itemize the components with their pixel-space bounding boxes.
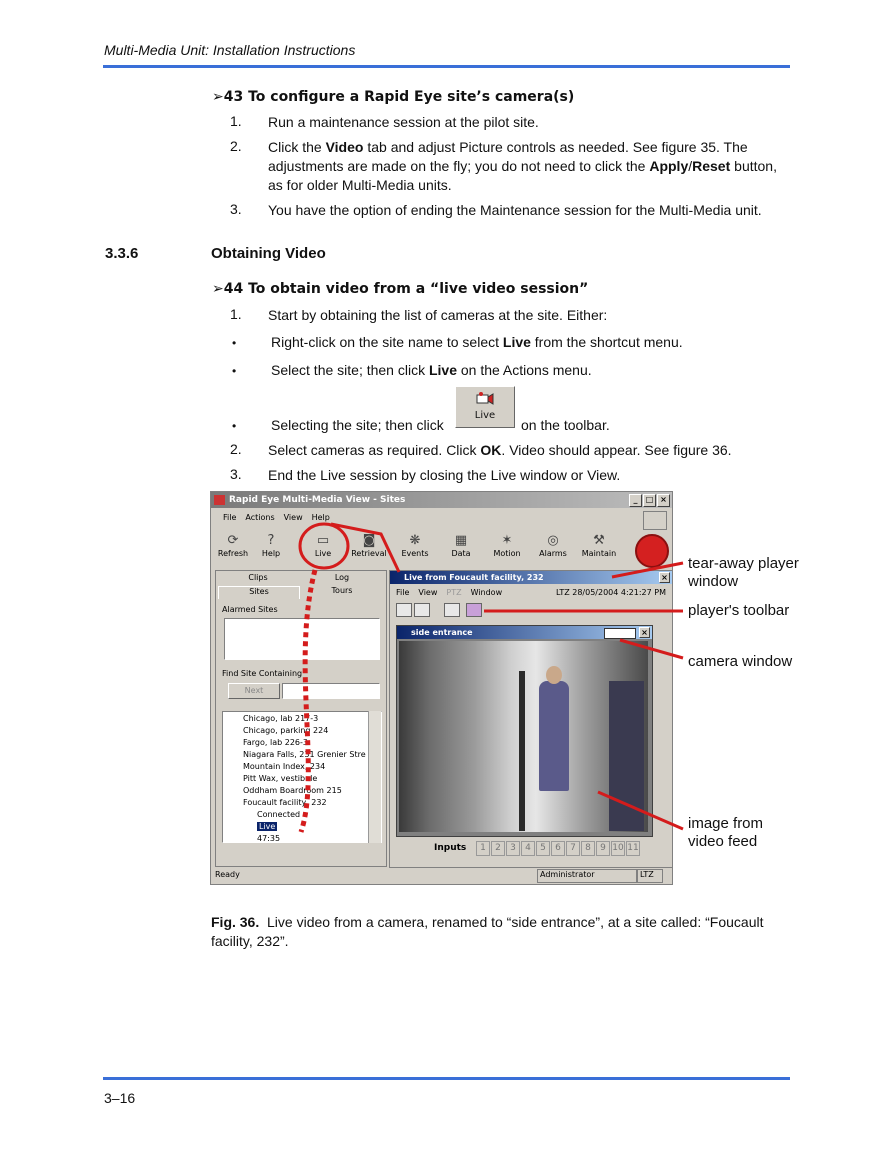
toolbar-label: Refresh: [217, 549, 249, 558]
callout-line: image from: [688, 815, 764, 832]
toolbar-label: Motion: [493, 549, 521, 558]
toolbar-label: Help: [261, 549, 281, 558]
procedure-43-heading: ➢43 To configure a Rapid Eye site’s camera(s): [212, 89, 575, 105]
caption-text: Live video from a camera, renamed to “side entrance”, at a site called: “Foucault facility, 232”.: [211, 914, 764, 949]
toolbar-label: Alarms: [539, 549, 567, 558]
step-number: 2.: [230, 138, 242, 154]
retrieval-icon: ◙: [362, 533, 376, 548]
figure-caption: [211, 913, 776, 951]
text-run: button, as for older Multi-Media units.: [268, 158, 777, 193]
callout-tear-away: [688, 555, 799, 591]
menu-view[interactable]: View: [418, 588, 438, 597]
callout-player-toolbar: player's toolbar: [688, 602, 790, 619]
input-button[interactable]: 10: [611, 841, 625, 856]
bullet: •: [232, 364, 237, 378]
step-number: 3.: [230, 466, 242, 482]
input-button[interactable]: 4: [521, 841, 535, 856]
text-run: Select the site; then click: [271, 362, 429, 378]
refresh-icon: ⟳: [227, 533, 239, 548]
tree-item[interactable]: Oddham Boardroom 215: [243, 786, 342, 795]
help-icon: ?: [267, 533, 275, 548]
maintain-icon: ⚒: [593, 533, 605, 548]
find-site-label: Find Site Containing: [222, 669, 303, 678]
step-text: You have the option of ending the Maintenance session for the Multi-Media unit.: [268, 202, 762, 218]
tree-item[interactable]: Mountain Index, 234: [243, 762, 326, 771]
menu-window[interactable]: Window: [470, 588, 503, 597]
tree-item[interactable]: Chicago, parking 224: [243, 726, 329, 735]
tree-item[interactable]: Foucault facility, 232: [243, 798, 327, 807]
minimize-button[interactable]: _: [629, 494, 642, 507]
close-button[interactable]: ×: [639, 627, 650, 638]
text-run: tab and adjust Picture controls as needed. See figure 35. The adjustments are made on the fly; you do not need to click the: [268, 139, 748, 174]
tree-item[interactable]: Fargo, lab 226-3: [243, 738, 308, 747]
input-button[interactable]: 8: [581, 841, 595, 856]
step-number: 3.: [230, 201, 242, 217]
bullet: •: [232, 336, 237, 350]
text-run: on the Actions menu.: [456, 362, 592, 378]
camera-title: side entrance: [411, 628, 473, 637]
bold-term: OK: [480, 442, 502, 458]
footer-rule: [103, 1077, 790, 1080]
toolbar-label: Data: [451, 549, 471, 558]
bold-term: Live: [428, 362, 457, 378]
bold-term: Live: [502, 334, 531, 350]
text-run: from the shortcut menu.: [530, 334, 683, 350]
input-button[interactable]: 6: [551, 841, 565, 856]
input-button[interactable]: 5: [536, 841, 550, 856]
tab-label: Tours: [331, 586, 353, 595]
close-button[interactable]: ×: [659, 572, 670, 583]
menu-actions[interactable]: Actions: [245, 513, 275, 522]
input-button[interactable]: 9: [596, 841, 610, 856]
tree-item-live[interactable]: Live: [259, 822, 276, 831]
live-button-label: Live: [474, 410, 496, 421]
input-button[interactable]: 2: [491, 841, 505, 856]
inputs-label: Inputs: [434, 843, 467, 853]
tab-label: Clips: [248, 573, 268, 582]
step-number: 1.: [230, 306, 242, 322]
close-button[interactable]: ×: [657, 494, 670, 507]
caption-label: Fig. 36.: [211, 914, 260, 930]
app-title: Rapid Eye Multi-Media View - Sites: [229, 495, 406, 505]
callout-image-feed: [688, 815, 763, 851]
toolbar-label: Retrieval: [351, 549, 387, 558]
next-button[interactable]: Next: [228, 683, 280, 699]
step-number: 1.: [230, 113, 242, 129]
input-button[interactable]: 1: [476, 841, 490, 856]
toolbar-label: Live: [314, 549, 332, 558]
toolbar-label: Maintain: [581, 549, 617, 558]
text-run: Click the: [268, 139, 326, 155]
camera-icon: ▭: [316, 533, 330, 548]
step-text: Start by obtaining the list of cameras at the site. Either:: [268, 307, 608, 323]
tree-item[interactable]: Pitt Wax, vestibule: [243, 774, 318, 783]
text-run: Right-click on the site name to select: [271, 334, 503, 350]
tab-label: Sites: [249, 587, 269, 596]
status-timezone: LTZ: [637, 869, 663, 883]
alarm-icon: ◎: [547, 533, 559, 548]
bullet-text: on the toolbar.: [521, 417, 610, 433]
player-title: Live from Foucault facility, 232: [404, 573, 544, 582]
input-button[interactable]: 7: [566, 841, 580, 856]
callout-line: video feed: [688, 833, 758, 850]
status-text: Ready: [215, 870, 240, 879]
tree-item[interactable]: 47:35: [257, 834, 281, 843]
bold-term: Video: [325, 139, 364, 155]
menu-file[interactable]: File: [223, 513, 237, 522]
player-timestamp: LTZ 28/05/2004 4:21:27 PM: [555, 588, 666, 597]
toolbar-label: Events: [401, 549, 429, 558]
bold-term: Reset: [692, 158, 731, 174]
section-title: Obtaining Video: [211, 245, 326, 262]
tree-item[interactable]: Niagara Falls, 231 Grenier Stre: [243, 750, 366, 759]
procedure-44-heading: ➢44 To obtain video from a “live video session”: [212, 281, 589, 297]
input-button[interactable]: 11: [626, 841, 640, 856]
menu-help[interactable]: Help: [311, 513, 330, 522]
data-icon: ▦: [454, 533, 468, 548]
callout-camera-window: camera window: [688, 653, 793, 670]
section-number: 3.3.6: [105, 245, 139, 262]
events-icon: ❋: [409, 533, 421, 548]
bold-term: Apply: [649, 158, 689, 174]
callout-line: window: [688, 573, 739, 590]
menu-file[interactable]: File: [396, 588, 410, 597]
input-button[interactable]: 3: [506, 841, 520, 856]
maximize-button[interactable]: □: [643, 494, 656, 507]
text-run: Select cameras as required. Click: [268, 442, 481, 458]
motion-icon: ✶: [501, 533, 513, 548]
step-text: Run a maintenance session at the pilot site.: [268, 114, 539, 130]
status-user: Administrator: [537, 869, 637, 883]
alarmed-sites-label: Alarmed Sites: [222, 605, 278, 614]
menu-ptz[interactable]: PTZ: [446, 588, 462, 597]
text-run: . Video should appear. See figure 36.: [501, 442, 732, 458]
callout-line: tear-away player: [688, 555, 799, 572]
bullet-text: Selecting the site; then click: [271, 417, 444, 433]
text-run: /: [688, 158, 693, 174]
menu-view[interactable]: View: [283, 513, 303, 522]
page-number: 3–16: [104, 1090, 136, 1106]
running-header: Multi-Media Unit: Installation Instructions: [104, 42, 356, 58]
tree-item[interactable]: Connected: [257, 810, 301, 819]
tab-label: Log: [334, 573, 350, 582]
step-number: 2.: [230, 441, 242, 457]
bullet: •: [232, 419, 237, 433]
step-text: End the Live session by closing the Live window or View.: [268, 467, 621, 483]
tree-item[interactable]: Chicago, lab 217-3: [243, 714, 319, 723]
